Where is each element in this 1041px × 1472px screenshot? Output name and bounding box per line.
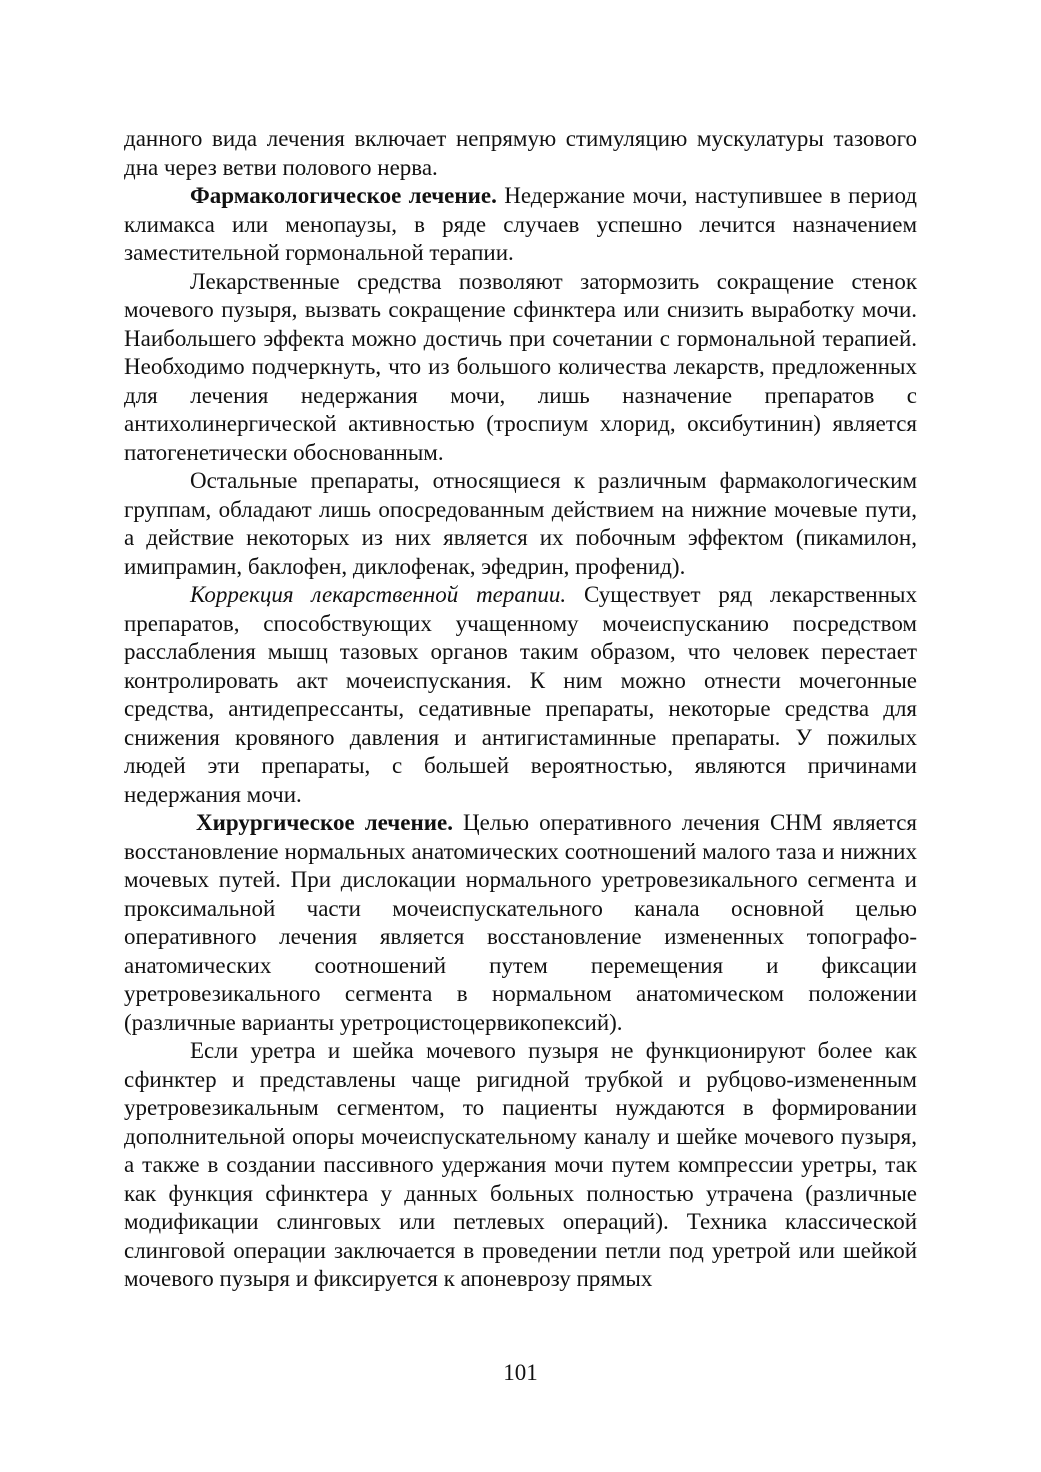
- paragraph-text: данного вида лечения включает непрямую стимуляцию мускулатуры тазового дна через ветви полового нерва.: [124, 126, 917, 180]
- paragraph-medications: [124, 268, 917, 468]
- paragraph-text: Целью оперативного лечения СНМ является восстановление нормальных анатомических соотношений малого таза и нижних мочевых путей. При дислокации нормального уретровезикального сегмента и проксимальной части мочеиспускательного канала основной целью оперативного лечения является восстановление измененных топографо-анатомических соотношений путем перемещения и фиксации уретровезикального сегмента в нормальном анатомическом положении (различные варианты уретроцистоцервикопексий).: [124, 810, 917, 1035]
- paragraph-surgical-treatment: [124, 809, 917, 1037]
- paragraph-text: Существует ряд лекарственных препаратов, способствующих учащенному мочеиспусканию посредством расслабления мышц тазовых органов таким образом, что человек перестает контролировать акт мочеиспускания. К ним можно отнести мочегонные средства, антидепрессанты, седативные препараты, некоторые средства для снижения кровяного давления и антигистаминные препараты. У пожилых людей эти препараты, с большей вероятностью, являются причинами недержания мочи.: [124, 582, 917, 807]
- paragraph-sling-operations: [124, 1037, 917, 1294]
- paragraph-drug-correction: [124, 581, 917, 809]
- paragraph-pharmacological-treatment: [124, 182, 917, 268]
- paragraph-text: Лекарственные средства позволяют затормозить сокращение стенок мочевого пузыря, вызвать сокращение сфинктера или снизить выработку мочи. Наибольшего эффекта можно достичь при сочетании с гормональной терапией. Необходимо подчеркнуть, что из большого количества лекарств, предложенных для лечения недержания мочи, лишь назначение препаратов с антихолинергической активностью (троспиум хлорид, оксибутинин) является патогенетически обоснованным.: [124, 268, 917, 465]
- page-body: [124, 125, 917, 1294]
- paragraph-heading-bold: Хирургическое лечение.: [196, 810, 453, 835]
- paragraph-other-drugs: [124, 467, 917, 581]
- page-number: 101: [503, 1360, 538, 1385]
- paragraph-text: Недержание мочи, наступившее в период климакса или менопаузы, в ряде случаев успешно лечится назначением заместительной гормональной терапии.: [124, 183, 917, 265]
- paragraph-heading-bold: Фармакологическое лечение.: [190, 183, 497, 208]
- paragraph-continuation: [124, 125, 917, 182]
- paragraph-text: Остальные препараты, относящиеся к различным фармакологическим группам, обладают лишь опосредованным действием на нижние мочевые пути, а действие некоторых из них является их побочным эффектом (пикамилон, имипрамин, баклофен, диклофенак, эфедрин, профенид).: [124, 468, 917, 579]
- paragraph-heading-italic: Коррекция лекарственной терапии.: [190, 582, 567, 607]
- paragraph-text: Если уретра и шейка мочевого пузыря не функционируют более как сфинктер и представлены чаще ригидной трубкой и рубцово-измененным уретровезикальным сегментом, то пациенты нуждаются в формировании дополнительной опоры мочеиспускательному каналу и шейке мочевого пузыря, а также в создании пассивного удержания мочи путем компрессии уретры, так как функция сфинктера у данных больных полностью утрачена (различные модификации слинговых или петлевых операций). Техника классической слинговой операции заключается в проведении петли под уретрой или шейкой мочевого пузыря и фиксируется к апоневрозу прямых: [124, 1038, 917, 1291]
